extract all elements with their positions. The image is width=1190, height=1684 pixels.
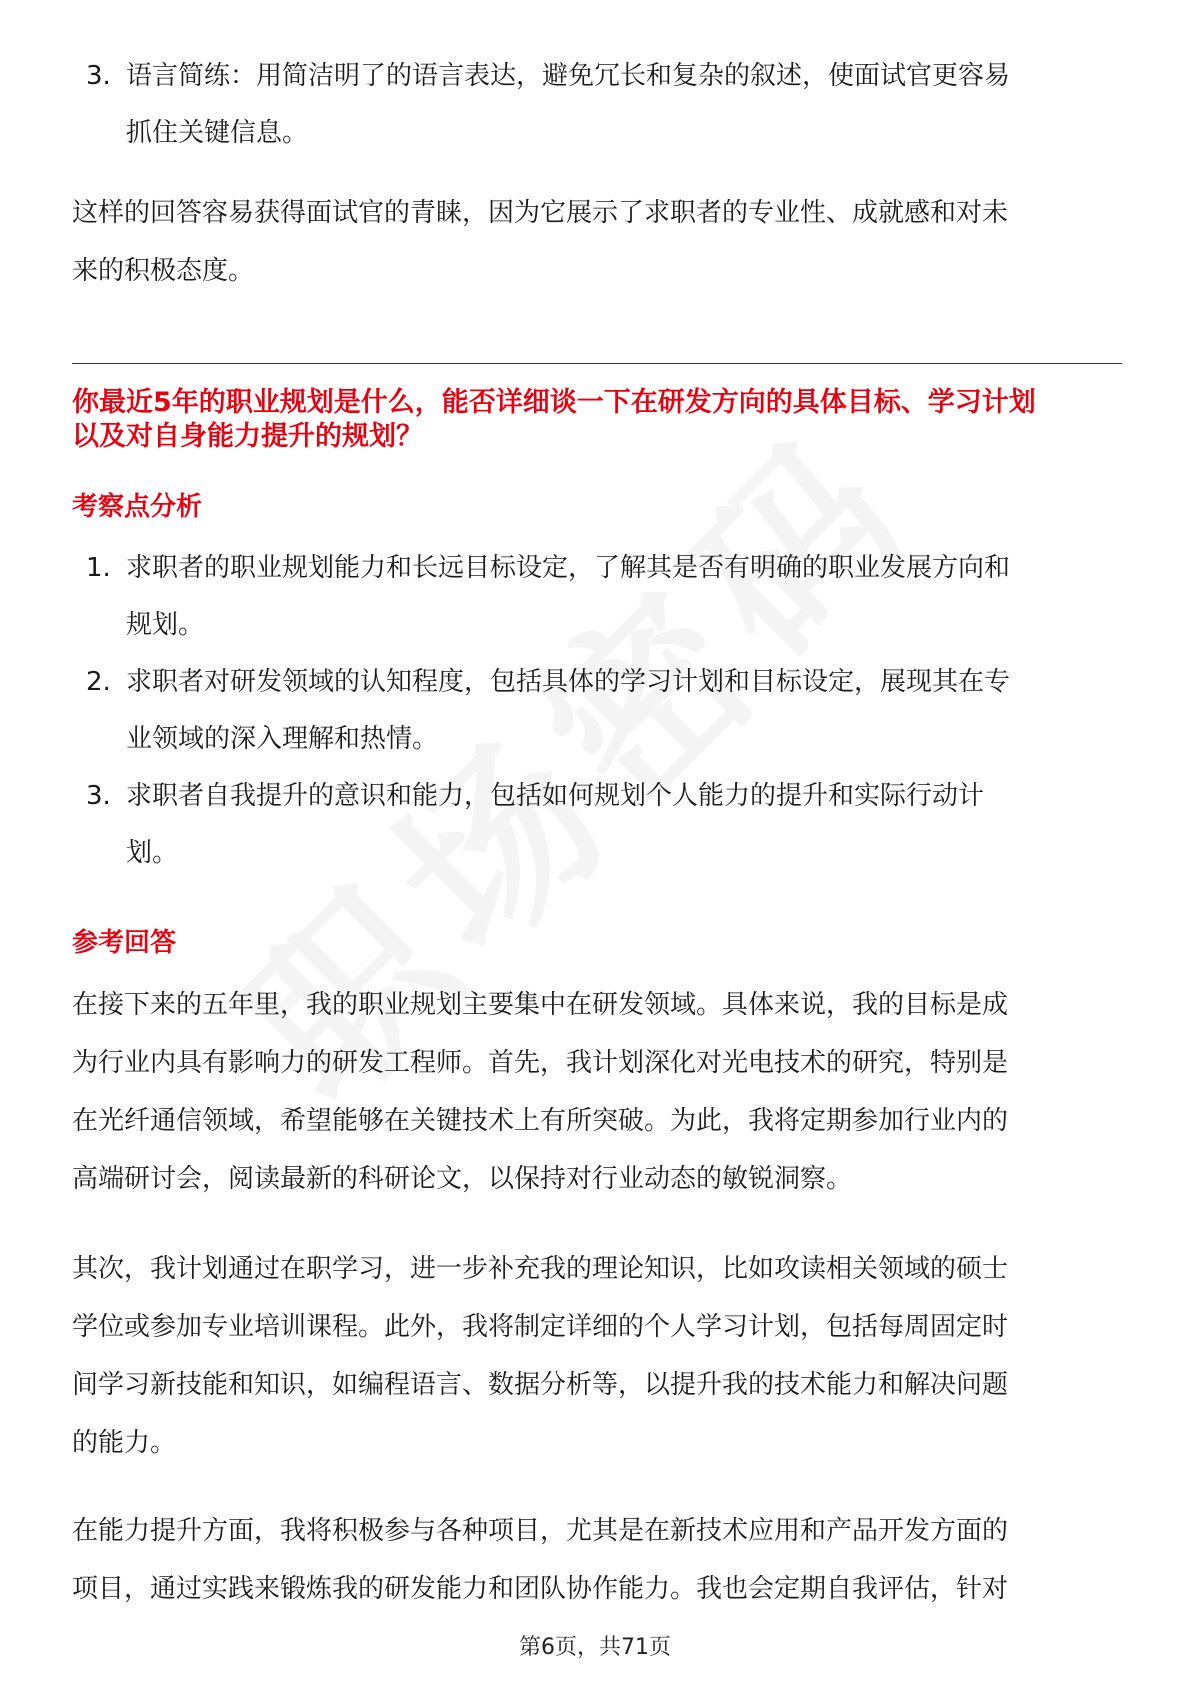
paragraph-line: 项目，通过实践来锻炼我的研发能力和团队协作能力。我也会定期自我评估，针对 (72, 1574, 1009, 1604)
list-item (72, 540, 1122, 654)
answer-paragraph (72, 976, 1122, 1208)
list-item (72, 48, 1176, 162)
paragraph-line: 间学习新技能和知识，如编程语言、数据分析等，以提升我的技术能力和解决问题 (72, 1370, 1009, 1400)
paragraph-line: 学位或参加专业培训课程。此外，我将制定详细的个人学习计划，包括每周固定时 (72, 1312, 1009, 1342)
list-text-cont: 业领域的深入理解和热情。 (126, 724, 439, 754)
paragraph-line: 在光纤通信领域，希望能够在关键技术上有所突破。为此，我将定期参加行业内的 (72, 1106, 1009, 1136)
answer-paragraph (72, 1502, 1122, 1618)
answer-heading: 参考回答 (72, 928, 177, 958)
list-text: 求职者对研发领域的认知程度，包括具体的学习计划和目标设定，展现其在专 (126, 667, 1011, 697)
list-item (72, 768, 1122, 882)
paragraph-line: 来的积极态度。 (72, 256, 255, 286)
analysis-list (72, 540, 1122, 882)
paragraph-line: 的能力。 (72, 1428, 177, 1458)
page-footer: 第6页，共71页 (519, 1635, 671, 1660)
paragraph-line: 为行业内具有影响力的研发工程师。首先，我计划深化对光电技术的研究，特别是 (72, 1048, 1009, 1078)
list-number: 3. (86, 781, 111, 811)
list-number: 1. (86, 553, 111, 583)
answer-paragraph (72, 1240, 1122, 1472)
paragraph-line: 在能力提升方面，我将积极参与各种项目，尤其是在新技术应用和产品开发方面的 (72, 1516, 1009, 1546)
paragraph-line: 其次，我计划通过在职学习，进一步补充我的理论知识，比如攻读相关领域的硕士 (72, 1254, 1009, 1284)
list-text: 求职者的职业规划能力和长远目标设定，了解其是否有明确的职业发展方向和 (126, 553, 1011, 583)
intro-paragraph (72, 184, 1122, 300)
list-text-cont: 划。 (126, 838, 179, 868)
question-line: 你最近5年的职业规划是什么，能否详细谈一下在研发方向的具体目标、学习计划 (72, 387, 1036, 418)
list-text-cont: 抓住关键信息。 (126, 118, 309, 148)
analysis-heading: 考察点分析 (72, 492, 203, 522)
list-text: 求职者自我提升的意识和能力，包括如何规划个人能力的提升和实际行动计 (126, 781, 985, 811)
question-heading (72, 386, 1122, 454)
question-line: 以及对自身能力提升的规划？ (72, 421, 423, 452)
section-divider (72, 363, 1122, 364)
list-number: 3. (86, 61, 111, 91)
list-number: 2. (86, 667, 111, 697)
paragraph-line: 高端研讨会，阅读最新的科研论文，以保持对行业动态的敏锐洞察。 (72, 1164, 853, 1194)
paragraph-line: 在接下来的五年里，我的职业规划主要集中在研发领域。具体来说，我的目标是成 (72, 990, 1009, 1020)
paragraph-line: 这样的回答容易获得面试官的青睐，因为它展示了求职者的专业性、成就感和对未 (72, 198, 1009, 228)
list-text-cont: 规划。 (126, 610, 205, 640)
list-item (72, 654, 1122, 768)
list-text: 语言简练：用简洁明了的语言表达，避免冗长和复杂的叙述，使面试官更容易 (126, 61, 1011, 91)
